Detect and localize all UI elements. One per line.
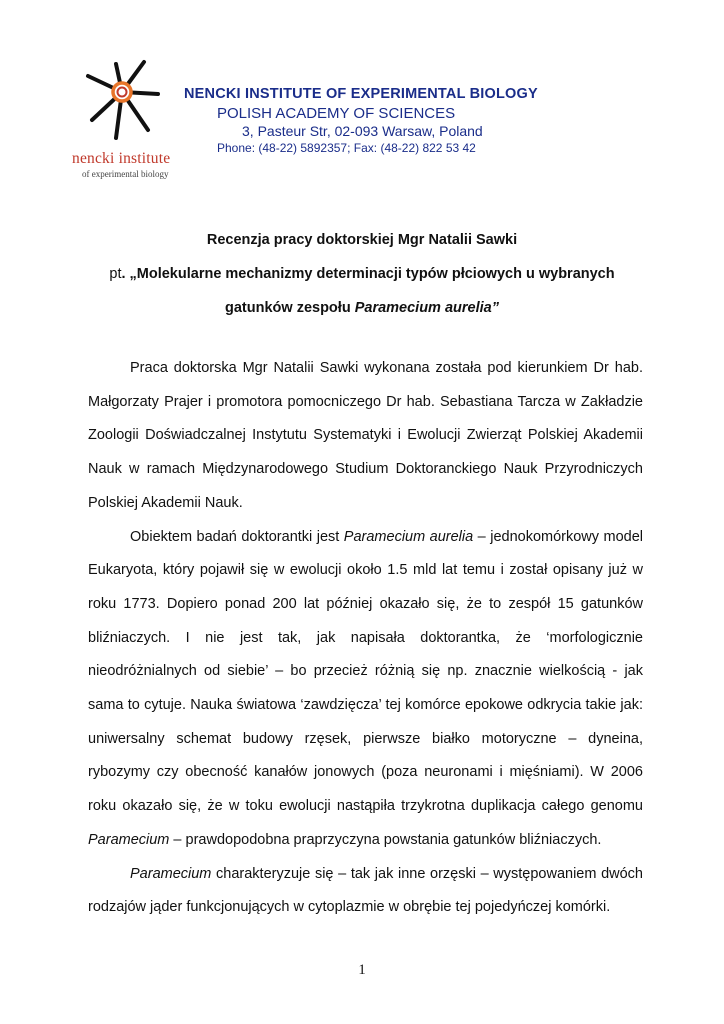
institute-address: 3, Pasteur Str, 02-093 Warsaw, Poland <box>242 123 483 139</box>
genus-name: Paramecium <box>88 831 170 848</box>
paragraph-2-text-a: Obiektem badań doktorantki jest <box>130 528 344 545</box>
thesis-title-line-1 <box>88 266 636 282</box>
academy-name: POLISH ACADEMY OF SCIENCES <box>217 105 456 122</box>
title-prefix: pt <box>109 266 122 282</box>
paragraph-1: Praca doktorska Mgr Natalii Sawki wykonana została pod kierunkiem Dr hab. Małgorzaty Prajer i promotora pomocniczego Dr hab. Sebastiana Tarcza w Zakładzie Zoologii Doświadczalnej Instytutu Systematyki i Ewolucji Zwierząt Polskiej Akademii Nauk w ramach Międzynarodowego Studium Doktoranckiego Nauk Przyrodniczych Polskiej Akademii Nauk. <box>88 360 643 511</box>
thesis-title-line-2 <box>88 300 636 316</box>
paragraph-2-text-e: – prawdopodobna praprzyczyna powstania gatunków bliźniaczych. <box>169 831 602 848</box>
paragraph-2-text-c: – jednokomórkowy model Eukaryota, który pojawił się w ewolucji około 1.5 mld lat temu i został opisany już w roku 1773. Dopiero ponad 200 lat później okazało się, że to zespół 15 gatunków bliźniaczych. I nie jest tak, jak napisała doktorantka, że ‘morfologicznie nieodróżnialnych od siebie’ – bo przecież różnią się np. znacznie wielkością - jak sama to cytuje. Nauka światowa ‘zawdzięcza’ tej komórce epokowe odkrycia takie jak: uniwersalny schemat budowy rzęsek, pierwsze białko motoryczne – dyneina, rybozymy czy obecność kanałów jonowych (poza neuronami i mięśniami). W 2006 roku okazało się, że w toku ewolucji nastąpiła trzykrotna duplikacja całego genomu <box>88 528 643 815</box>
paragraph-2 <box>88 521 643 858</box>
logo-subtitle: of experimental biology <box>82 169 169 179</box>
species-name: Paramecium aurelia <box>343 528 474 545</box>
institute-phone: Phone: (48-22) 5892357; Fax: (48-22) 822 53 42 <box>217 141 476 155</box>
title-species: Paramecium aurelia” <box>354 300 499 316</box>
logo-name: nencki institute <box>72 150 171 167</box>
review-title: Recenzja pracy doktorskiej Mgr Natalii Sawki <box>206 232 518 248</box>
title-line-3-text: gatunków zespołu <box>225 300 355 316</box>
title-line-2-text: . „Molekularne mechanizmy determinacji typów płciowych u wybranych <box>121 266 615 282</box>
page-number: 1 <box>358 962 366 978</box>
nencki-logo <box>72 58 182 178</box>
review-body <box>88 352 643 925</box>
paragraph-3 <box>88 858 643 925</box>
nencki-figure-icon <box>82 58 162 148</box>
institute-name: NENCKI INSTITUTE OF EXPERIMENTAL BIOLOGY <box>184 86 538 102</box>
paragraph-3-text: charakteryzuje się – tak jak inne orzęski – występowaniem dwóch rodzajów jąder funkcjonujących w cytoplazmie w obrębie tej pojedyńczej komórki. <box>88 865 643 916</box>
genus-name-2: Paramecium <box>130 865 212 882</box>
